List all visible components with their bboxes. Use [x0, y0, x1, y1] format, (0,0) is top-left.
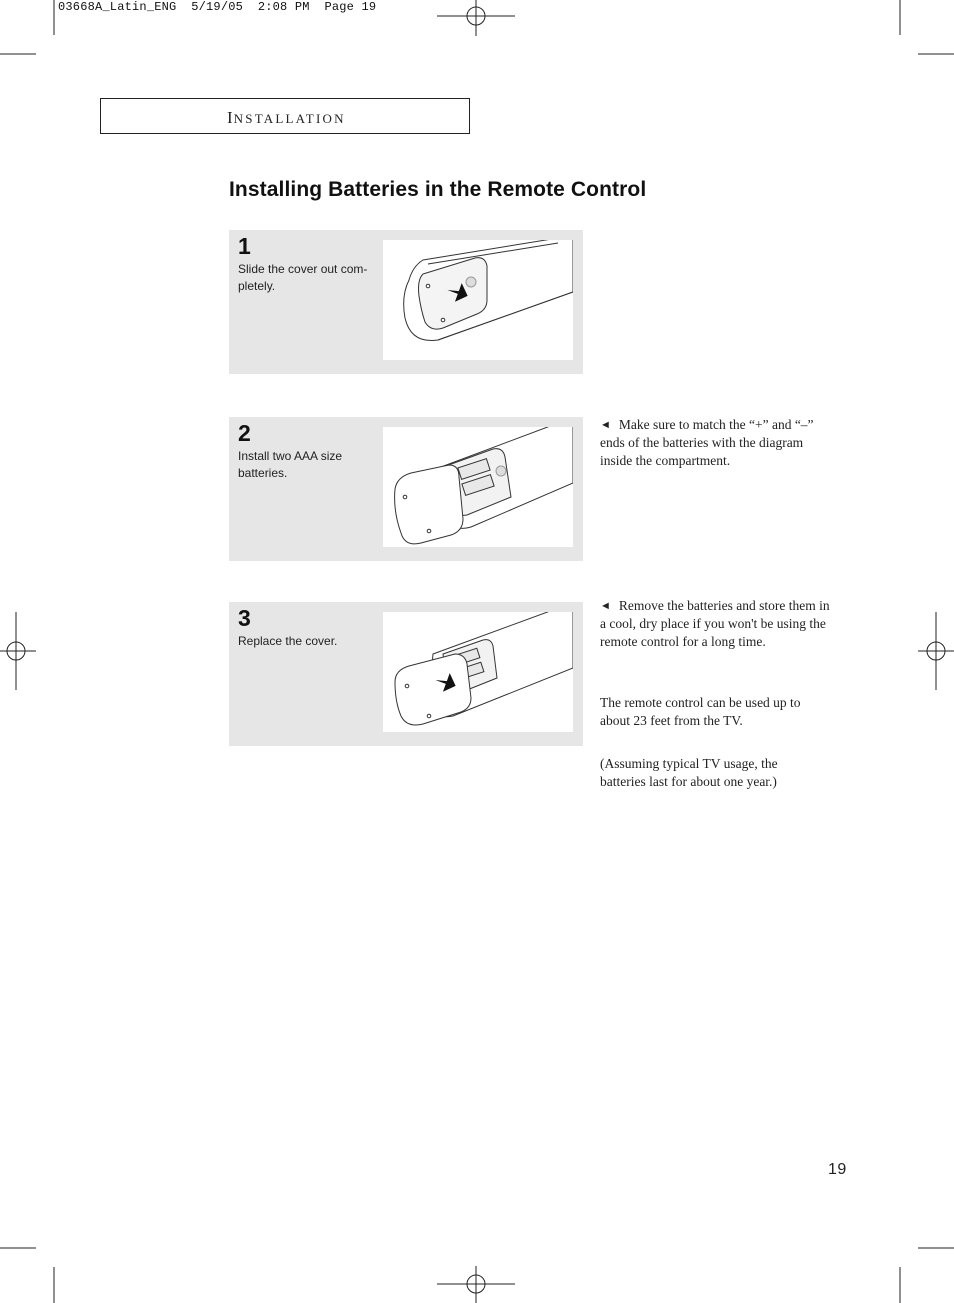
- print-slug: 03668A_Latin_ENG 5/19/05 2:08 PM Page 19: [58, 0, 377, 14]
- step-3-number: 3: [238, 605, 251, 631]
- remote-cover-open-illustration: [383, 240, 573, 360]
- note-battery-life: (Assuming typical TV usage, the batteries last for about one year.): [600, 756, 778, 789]
- note-storage-text: Remove the batteries and store them in a cool, dry place if you won't be using the remote control for a long time.: [600, 598, 830, 649]
- note-marker-icon: ◄: [600, 419, 611, 431]
- step-1-illustration: [383, 240, 573, 360]
- step-2-number: 2: [238, 420, 251, 446]
- note-range: The remote control can be used up to about 23 feet from the TV.: [600, 695, 801, 728]
- note-polarity-text: Make sure to match the “+” and “–” ends of the batteries with the diagram inside the compartment.: [600, 417, 814, 468]
- section-label-rest: NSTALLATION: [233, 111, 346, 126]
- note-polarity: [600, 416, 832, 470]
- step-1-text: Slide the cover out com-pletely.: [238, 262, 368, 293]
- page-title: Installing Batteries in the Remote Control: [229, 178, 647, 201]
- note-marker-icon: ◄: [600, 600, 611, 612]
- note-storage: [600, 597, 832, 651]
- step-3-panel: [229, 602, 583, 746]
- remote-batteries-illustration: [383, 427, 573, 547]
- section-label: [227, 108, 346, 128]
- step-2-illustration: [383, 427, 573, 547]
- step-2-text: Install two AAA size batteries.: [238, 449, 343, 480]
- page-number: 19: [828, 1161, 847, 1178]
- step-1-panel: [229, 230, 583, 374]
- remote-cover-replace-illustration: [383, 612, 573, 732]
- section-label-initial: I: [227, 108, 234, 127]
- step-2-panel: [229, 417, 583, 561]
- step-1-number: 1: [238, 233, 251, 259]
- section-header-box: [100, 98, 470, 134]
- step-3-text: Replace the cover.: [238, 634, 338, 648]
- step-3-illustration: [383, 612, 573, 732]
